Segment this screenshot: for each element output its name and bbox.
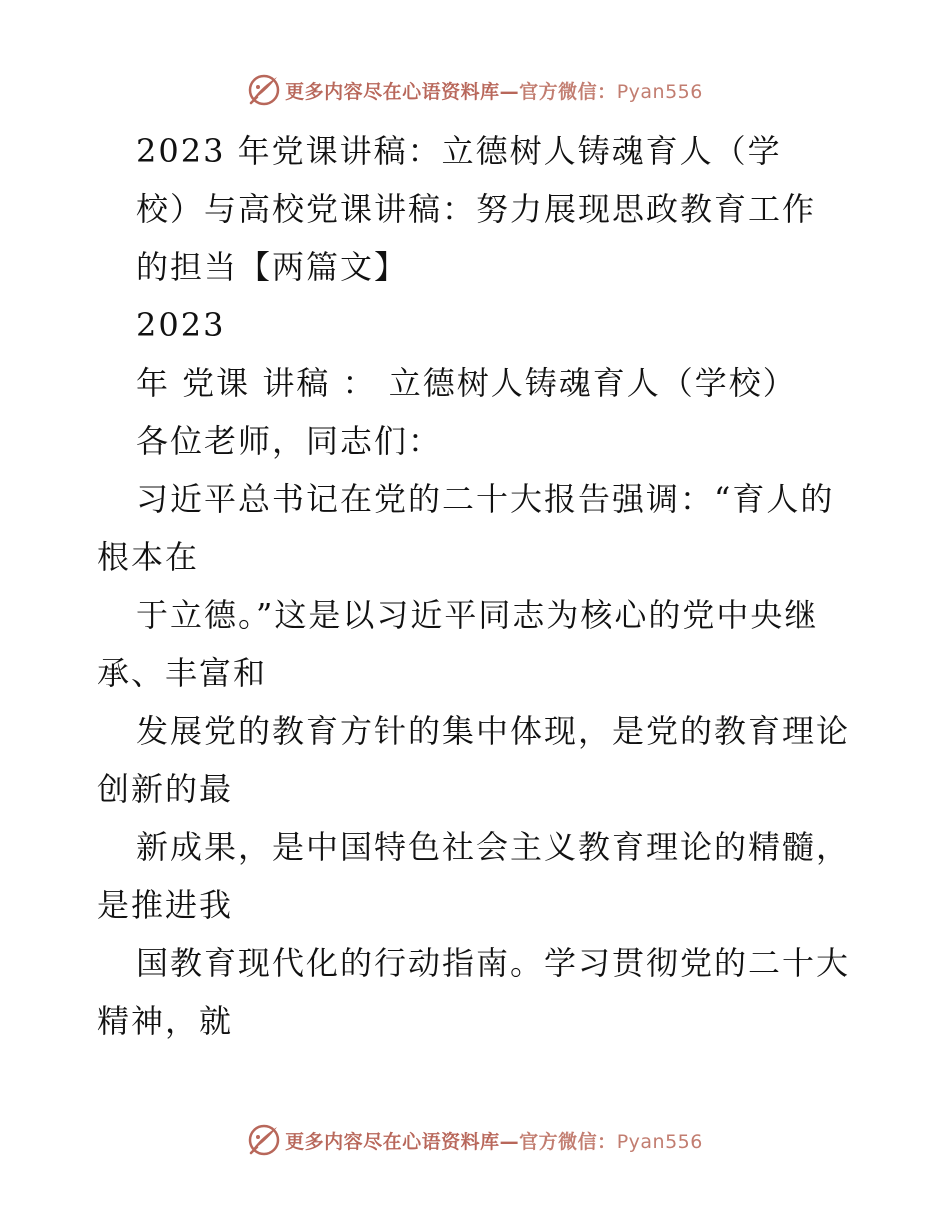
header-banner-text — [285, 77, 703, 104]
doc-line: 校）与高校党课讲稿：努力展现思政教育工作 — [136, 190, 817, 228]
quill-pen-logo-icon — [247, 73, 281, 107]
header-banner-handle: Pyan556 — [616, 80, 703, 103]
doc-line: 是推进我 — [97, 886, 234, 924]
footer-banner-wechat-label: 官方微信： — [519, 1130, 617, 1153]
header-banner-dash: — — [499, 80, 520, 103]
doc-line: 2023 年党课讲稿：立德树人铸魂育人（学 — [136, 132, 782, 170]
header-banner — [0, 70, 950, 110]
doc-line: 各位老师，同志们： — [136, 422, 443, 460]
header-banner-main: 更多内容尽在心语资料库 — [285, 80, 500, 103]
footer-banner-main: 更多内容尽在心语资料库 — [285, 1130, 500, 1153]
footer-banner — [0, 1120, 950, 1160]
quill-pen-logo-icon — [247, 1123, 281, 1157]
doc-line: 2023 — [136, 306, 226, 344]
doc-line: 年 党课 讲稿 ： 立德树人铸魂育人（学校） — [136, 364, 797, 402]
doc-line: 于立德。”这是以习近平同志为核心的党中央继 — [136, 596, 819, 634]
doc-line: 发展党的教育方针的集中体现，是党的教育理论 — [136, 712, 851, 750]
footer-banner-handle: Pyan556 — [616, 1130, 703, 1153]
doc-line: 国教育现代化的行动指南。学习贯彻党的二十大 — [136, 944, 851, 982]
doc-line: 的担当【两篇文】 — [136, 248, 409, 286]
doc-line: 创新的最 — [97, 770, 234, 808]
doc-line: 精神，就 — [97, 1002, 234, 1040]
footer-banner-text — [285, 1127, 703, 1154]
footer-banner-dash: — — [499, 1130, 520, 1153]
doc-line: 承、丰富和 — [97, 654, 268, 692]
doc-line: 新成果，是中国特色社会主义教育理论的精髓， — [136, 828, 851, 866]
header-banner-wechat-label: 官方微信： — [519, 80, 617, 103]
doc-line: 根本在 — [97, 538, 200, 576]
doc-line: 习近平总书记在党的二十大报告强调：“育人的 — [136, 480, 835, 518]
